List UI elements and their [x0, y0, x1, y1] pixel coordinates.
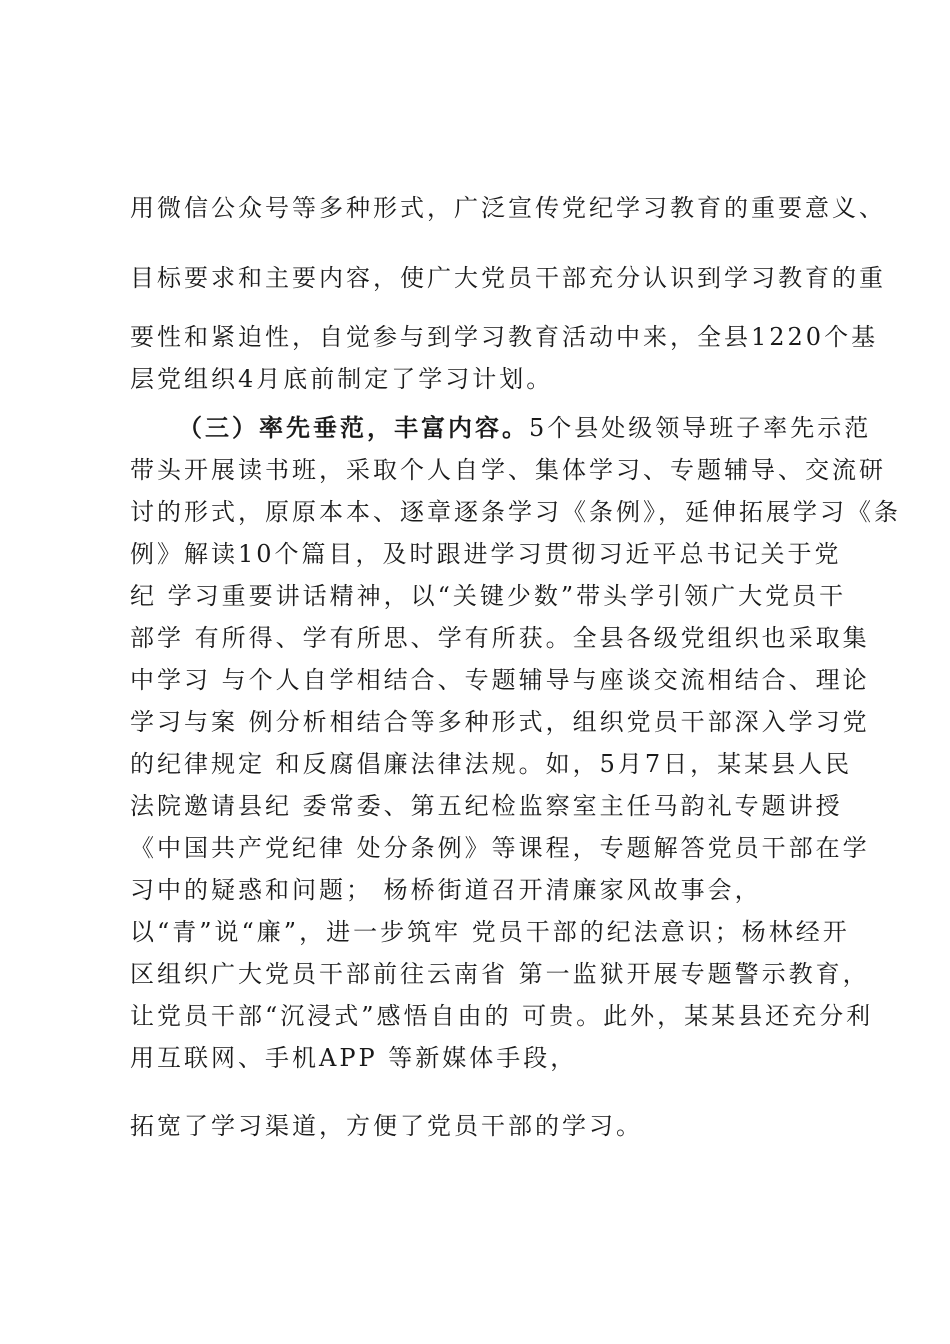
paragraph-2-line-7: 中学习 与个人自学相结合、专题辅导与座谈交流相结合、理论 [130, 666, 870, 694]
paragraph-2-line-11: 《中国共产党纪律 处分条例》等课程，专题解答党员干部在学 [130, 834, 870, 862]
paragraph-2-line-4: 例》解读10个篇目，及时跟进学习贯彻习近平总书记关于党 [130, 540, 842, 568]
paragraph-2-line-6: 部学 有所得、学有所思、学有所获。全县各级党组织也采取集 [130, 624, 870, 652]
paragraph-2-line-12: 习中的疑惑和问题； 杨桥街道召开清廉家风故事会， [130, 876, 762, 904]
paragraph-2-line-13: 以“青”说“廉”，进一步筑牢 党员干部的纪法意识；杨林经开 [130, 918, 850, 946]
paragraph-2-line-8: 学习与案 例分析相结合等多种形式，组织党员干部深入学习党 [130, 708, 870, 736]
paragraph-2-line-10: 法院邀请县纪 委常委、第五纪检监察室主任马韵礼专题讲授 [130, 792, 843, 820]
paragraph-1-line-1: 用微信公众号等多种形式，广泛宣传党纪学习教育的重要意义、 [130, 194, 886, 222]
paragraph-1-line-3: 要性和紧迫性，自觉参与到学习教育活动中来，全县1220个基 [130, 323, 879, 351]
section-heading: （三）率先垂范，丰富内容。 [178, 414, 529, 442]
paragraph-2-line-9: 的纪律规定 和反腐倡廉法律法规。如，5月7日，某某县人民 [130, 750, 853, 778]
paragraph-2-line-2: 带头开展读书班，采取个人自学、集体学习、专题辅导、交流研 [130, 456, 886, 484]
paragraph-2-line-15: 让党员干部“沉浸式”感悟自由的 可贵。此外，某某县还充分利 [130, 1002, 874, 1030]
paragraph-3-line-1: 拓宽了学习渠道，方便了党员干部的学习。 [130, 1112, 643, 1140]
paragraph-2-line-5: 纪 学习重要讲话精神，以“关键少数”带头学引领广大党员干 [130, 582, 847, 610]
paragraph-1-line-4: 层党组织4月底前制定了学习计划。 [130, 365, 554, 393]
paragraph-2-line-16: 用互联网、手机APP 等新媒体手段， [130, 1044, 578, 1072]
paragraph-2-line-1-rest: 5个县处级领导班子率先示范 [529, 414, 872, 442]
paragraph-2-line-3: 讨的形式，原原本本、逐章逐条学习《条例》，延伸拓展学习《条 [130, 498, 901, 526]
paragraph-2-line-1 [178, 413, 871, 443]
paragraph-1-line-2: 目标要求和主要内容，使广大党员干部充分认识到学习教育的重 [130, 264, 886, 292]
paragraph-2-line-14: 区组织广大党员干部前往云南省 第一监狱开展专题警示教育， [130, 960, 870, 988]
